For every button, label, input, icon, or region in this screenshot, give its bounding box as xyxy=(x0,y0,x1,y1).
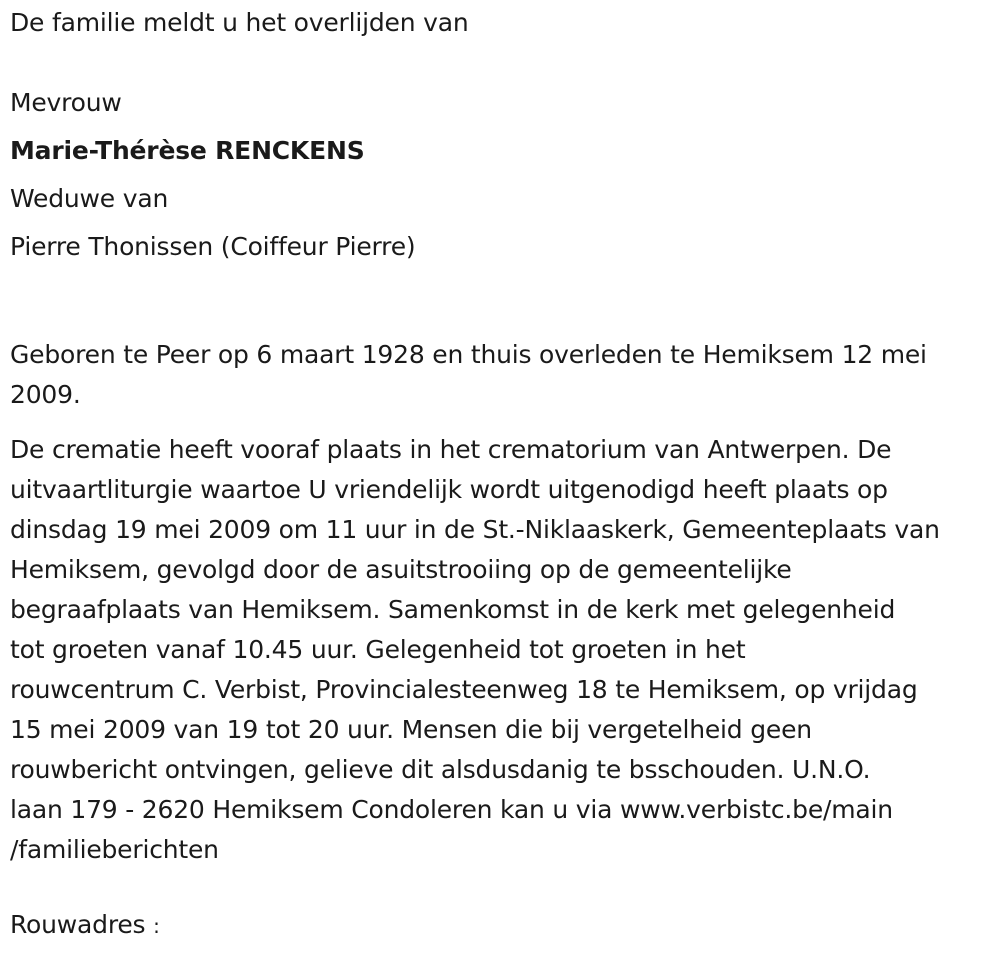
rouwadres-colon: : xyxy=(153,914,160,938)
intro-text: De familie meldt u het overlijden van xyxy=(10,8,469,37)
rouwadres-label: Rouwadres xyxy=(10,910,146,939)
details-line: Hemiksem, gevolgd door de asuitstrooiing op de gemeentelijke xyxy=(10,555,792,584)
deceased-name: Marie-Thérèse RENCKENS xyxy=(10,136,365,165)
rouwadres xyxy=(10,910,160,939)
salutation: Mevrouw xyxy=(10,88,122,117)
details-line: begraafplaats van Hemiksem. Samenkomst in de kerk met gelegenheid xyxy=(10,595,896,624)
details-line: rouwcentrum C. Verbist, Provincialesteenweg 18 te Hemiksem, op vrijdag xyxy=(10,675,918,704)
ceremony-details xyxy=(10,430,995,870)
details-line: 15 mei 2009 van 19 tot 20 uur. Mensen die bij vergetelheid geen xyxy=(10,715,812,744)
widow-of-label: Weduwe van xyxy=(10,184,169,213)
details-line: De crematie heeft vooraf plaats in het crematorium van Antwerpen. De xyxy=(10,435,892,464)
details-line: /familieberichten xyxy=(10,835,219,864)
details-line: dinsdag 19 mei 2009 om 11 uur in de St.-Niklaaskerk, Gemeenteplaats van xyxy=(10,515,940,544)
details-line: laan 179 - 2620 Hemiksem Condoleren kan u via www.verbistc.be/main xyxy=(10,795,893,824)
details-line: tot groeten vanaf 10.45 uur. Gelegenheid tot groeten in het xyxy=(10,635,746,664)
husband-name: Pierre Thonissen (Coiffeur Pierre) xyxy=(10,232,416,261)
details-line: uitvaartliturgie waartoe U vriendelijk wordt uitgenodigd heeft plaats op xyxy=(10,475,888,504)
details-line: rouwbericht ontvingen, gelieve dit alsdusdanig te bsschouden. U.N.O. xyxy=(10,755,871,784)
birth-death-text: Geboren te Peer op 6 maart 1928 en thuis overleden te Hemiksem 12 mei 2009. xyxy=(10,340,927,409)
